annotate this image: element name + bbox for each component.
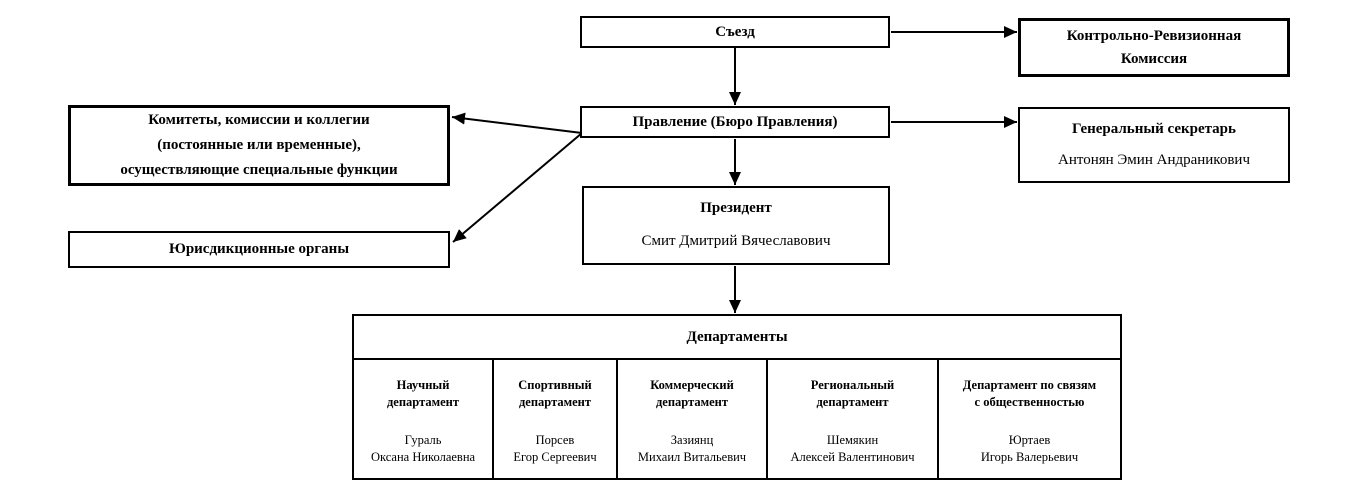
- department-cell-regional: [768, 360, 939, 478]
- department-person-line2: Игорь Валерьевич: [980, 449, 1079, 464]
- department-title: [387, 377, 459, 411]
- node-president: [582, 186, 890, 265]
- department-person-line2: Оксана Николаевна: [370, 449, 476, 464]
- department-title: [518, 377, 592, 411]
- jurisdiction-title: Юрисдикционные органы: [168, 241, 350, 258]
- department-title-line1: Региональный: [810, 378, 895, 392]
- department-cell-commercial: [618, 360, 768, 478]
- general-secretary-title: Генеральный секретарь: [1072, 121, 1236, 137]
- department-title-line1: Спортивный: [518, 378, 592, 392]
- committees-title-line2: (постоянные или временные),: [157, 137, 361, 154]
- department-person-line1: Порсев: [535, 432, 575, 447]
- departments-body: [354, 360, 1120, 478]
- node-jurisdiction: [68, 231, 450, 268]
- departments-header: Департаменты: [354, 316, 1120, 360]
- department-title-line1: Департамент по связям: [962, 378, 1097, 392]
- department-person-line1: Шемякин: [826, 432, 879, 447]
- department-title-line1: Коммерческий: [650, 378, 734, 392]
- department-person: [371, 432, 475, 466]
- department-title-line2: департамент: [816, 394, 889, 409]
- department-title-line2: департамент: [655, 394, 729, 409]
- arrow-board-to-jurisdiction: [453, 133, 582, 242]
- department-title: [963, 377, 1096, 411]
- node-board: [580, 106, 890, 138]
- node-congress: [580, 16, 890, 48]
- node-audit-commission: [1018, 18, 1290, 77]
- audit-commission-title-line1: Контрольно-Ревизионная: [1066, 28, 1242, 44]
- president-person: Смит Дмитрий Вячеславович: [641, 232, 831, 249]
- department-title: [650, 377, 734, 411]
- department-person-line1: Зазиянц: [670, 432, 714, 447]
- department-person-line1: Гураль: [404, 432, 442, 447]
- audit-commission-title-line2: Комиссия: [1120, 50, 1188, 67]
- department-person-line1: Юртаев: [1008, 432, 1051, 447]
- general-secretary-person: Антонян Эмин Андраникович: [1057, 151, 1250, 168]
- department-title: [811, 377, 895, 411]
- department-cell-science: [354, 360, 494, 478]
- congress-title: Съезд: [715, 23, 755, 40]
- department-title-line2: департамент: [518, 394, 592, 409]
- node-general-secretary: [1018, 107, 1290, 183]
- department-person: [790, 432, 914, 466]
- department-title-line2: департамент: [386, 394, 460, 409]
- department-title-line2: с общественностью: [974, 394, 1085, 409]
- department-person-line2: Алексей Валентинович: [790, 449, 915, 464]
- department-title-line1: Научный: [396, 378, 450, 392]
- president-title: Президент: [700, 200, 772, 216]
- department-person: [513, 432, 596, 466]
- departments-table: [352, 314, 1122, 480]
- board-title: Правление (Бюро Правления): [632, 113, 838, 130]
- department-person-line2: Егор Сергеевич: [513, 449, 597, 464]
- department-cell-public-relations: [939, 360, 1120, 478]
- department-person: [981, 432, 1078, 466]
- department-person: [638, 432, 746, 466]
- department-cell-sport: [494, 360, 618, 478]
- committees-title-line1: Комитеты, комиссии и коллегии: [148, 112, 370, 129]
- arrow-board-to-committees: [452, 117, 582, 133]
- committees-title-line3: осуществляющие специальные функции: [120, 161, 398, 178]
- node-committees: [68, 105, 450, 186]
- department-person-line2: Михаил Витальевич: [637, 449, 747, 464]
